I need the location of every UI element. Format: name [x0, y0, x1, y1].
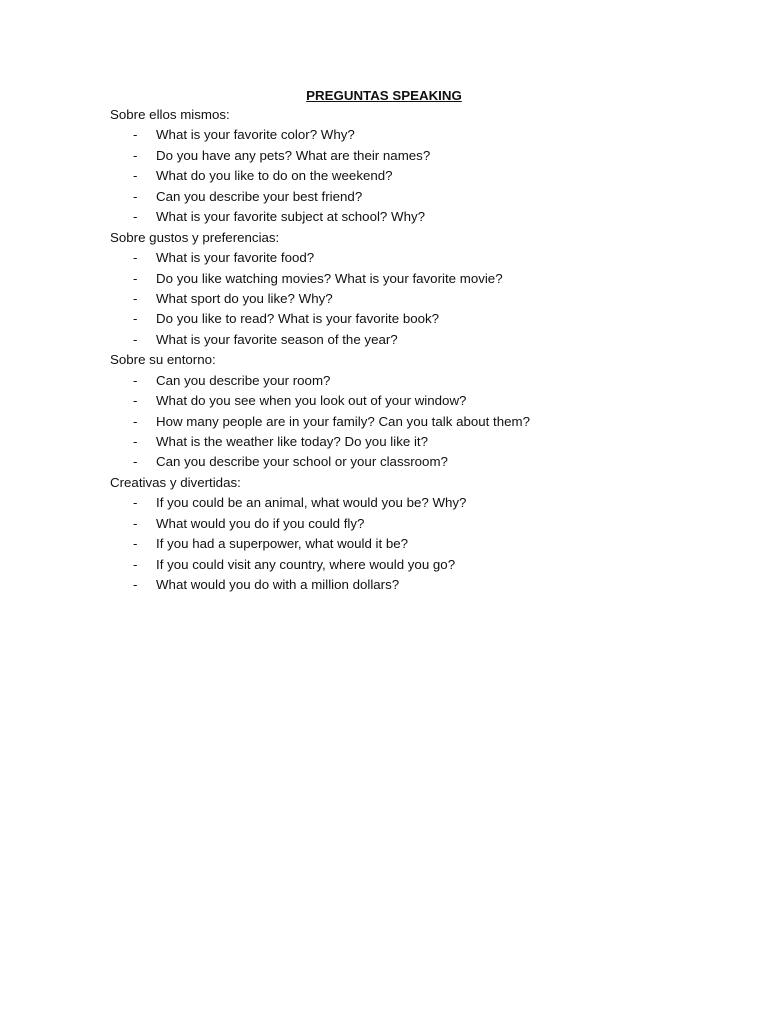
question-text: What do you like to do on the weekend?: [156, 168, 393, 184]
question-text: Do you like to read? What is your favorite book?: [156, 311, 440, 327]
dash-bullet: -: [133, 168, 138, 184]
dash-bullet: -: [133, 188, 138, 204]
dash-bullet: -: [133, 495, 138, 511]
question-text: What is your favorite color? Why?: [156, 127, 355, 143]
list-item: [110, 309, 710, 329]
question-list: [110, 493, 710, 595]
list-item: [110, 187, 710, 207]
list-item: [110, 391, 710, 411]
section-about-themselves: [110, 105, 710, 228]
page-title: PREGUNTAS SPEAKING: [306, 88, 462, 103]
section-tastes-preferences: [110, 228, 710, 351]
dash-bullet: -: [133, 331, 138, 347]
question-text: If you could be an animal, what would you be? Why?: [156, 495, 467, 511]
question-text: Can you describe your best friend?: [156, 188, 363, 204]
section-creative-fun: [110, 473, 710, 596]
dash-bullet: -: [133, 270, 138, 286]
document-body: [110, 105, 710, 596]
question-text: What would you do with a million dollars?: [156, 577, 400, 593]
question-list: [110, 125, 710, 227]
dash-bullet: -: [133, 290, 138, 306]
question-list: [110, 371, 710, 473]
question-text: What is your favorite season of the year?: [156, 331, 398, 347]
dash-bullet: -: [133, 311, 138, 327]
list-item: [110, 493, 710, 513]
dash-bullet: -: [133, 209, 138, 225]
list-item: [110, 514, 710, 534]
list-item: [110, 575, 710, 595]
question-text: Do you have any pets? What are their names?: [156, 147, 431, 163]
dash-bullet: -: [133, 556, 138, 572]
question-text: What sport do you like? Why?: [156, 290, 333, 306]
list-item: [110, 432, 710, 452]
question-text: Do you like watching movies? What is your favorite movie?: [156, 270, 503, 286]
dash-bullet: -: [133, 250, 138, 266]
list-item: [110, 412, 710, 432]
question-text: What is your favorite subject at school? Why?: [156, 209, 426, 225]
question-text: What is your favorite food?: [156, 250, 315, 266]
question-list: [110, 248, 710, 350]
section-surroundings: [110, 350, 710, 473]
list-item: [110, 452, 710, 472]
list-item: [110, 555, 710, 575]
dash-bullet: -: [133, 393, 138, 409]
list-item: [110, 166, 710, 186]
question-text: If you had a superpower, what would it be?: [156, 536, 409, 552]
question-text: What would you do if you could fly?: [156, 515, 365, 531]
dash-bullet: -: [133, 515, 138, 531]
dash-bullet: -: [133, 372, 138, 388]
dash-bullet: -: [133, 434, 138, 449]
list-item: [110, 146, 710, 166]
list-item: [110, 207, 710, 227]
question-text: Can you describe your room?: [156, 372, 331, 388]
question-text: Can you describe your school or your classroom?: [156, 454, 448, 470]
dash-bullet: -: [133, 454, 138, 470]
section-heading: Sobre su entorno:: [110, 352, 216, 368]
section-heading: Creativas y divertidas:: [110, 474, 241, 490]
dash-bullet: -: [133, 536, 138, 552]
list-item: [110, 371, 710, 391]
list-item: [110, 330, 710, 350]
dash-bullet: -: [133, 413, 138, 429]
question-text: What do you see when you look out of your window?: [156, 393, 467, 409]
list-item: [110, 248, 710, 268]
section-heading: Sobre ellos mismos:: [110, 107, 230, 122]
question-text: What is the weather like today? Do you like it?: [156, 434, 428, 449]
list-item: [110, 534, 710, 554]
list-item: [110, 289, 710, 309]
dash-bullet: -: [133, 127, 138, 143]
list-item: [110, 125, 710, 145]
list-item: [110, 269, 710, 289]
dash-bullet: -: [133, 147, 138, 163]
dash-bullet: -: [133, 577, 138, 593]
question-text: If you could visit any country, where would you go?: [156, 556, 456, 572]
section-heading: Sobre gustos y preferencias:: [110, 229, 280, 245]
question-text: How many people are in your family? Can you talk about them?: [156, 413, 530, 429]
